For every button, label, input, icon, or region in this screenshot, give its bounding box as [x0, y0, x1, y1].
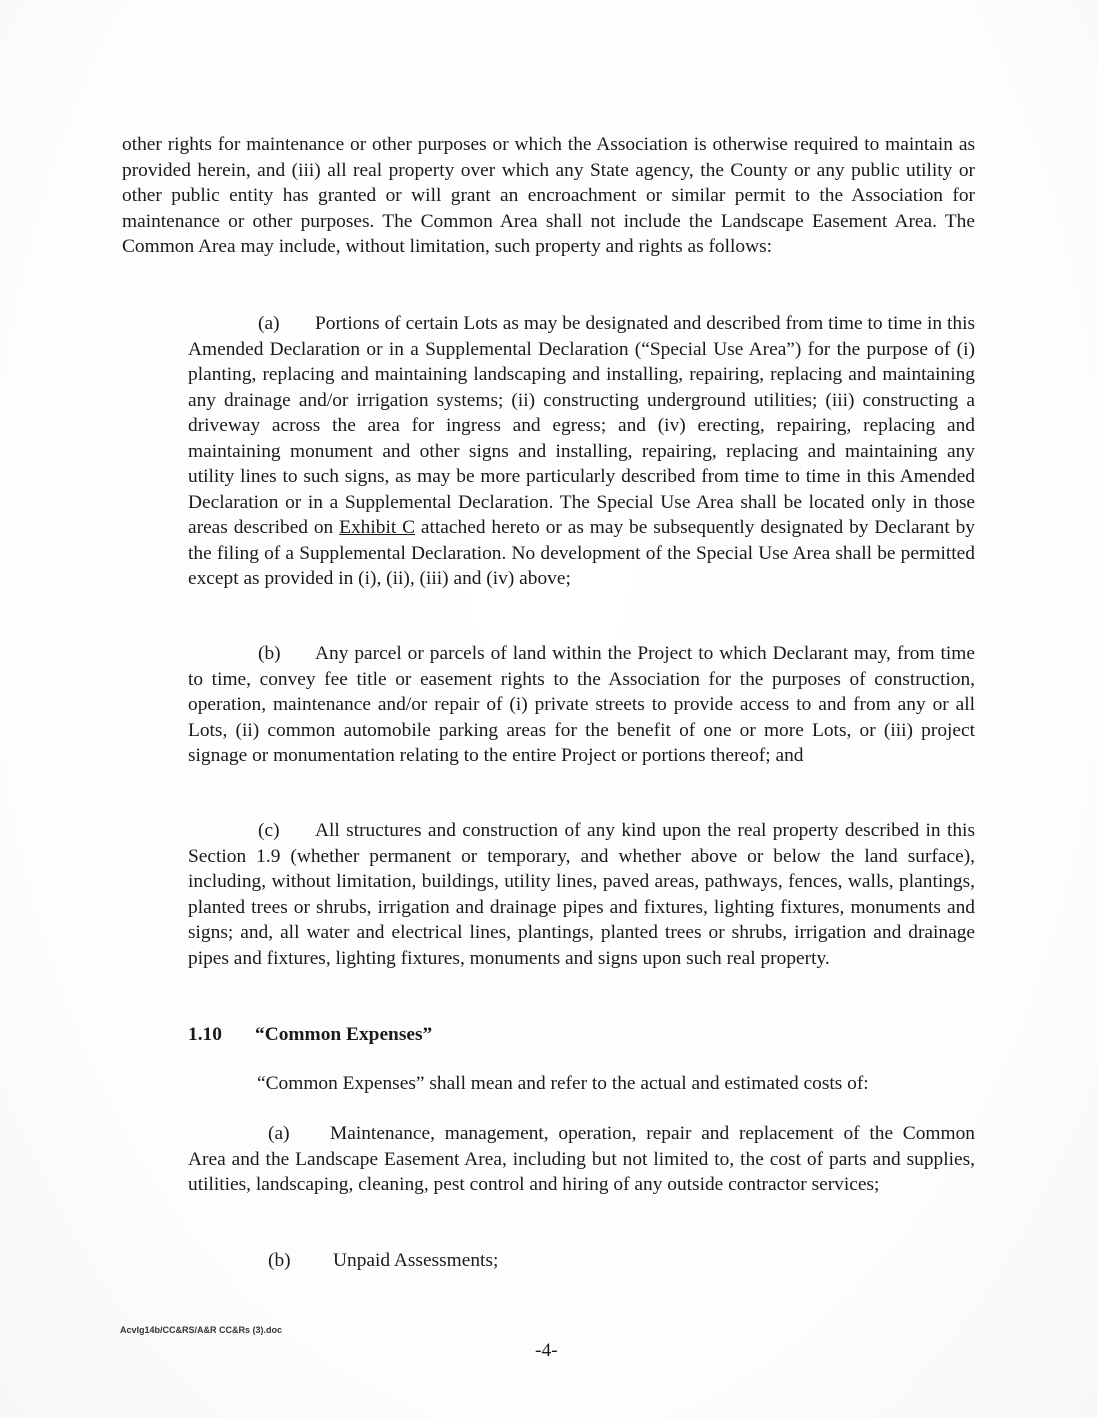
expense-text-a: Maintenance, management, operation, repair and replacement of the Common Area and the Landscape Easement Area, including but not limited to, the cost of parts and supplies, utilities, landscaping, cleaning, pest control and hiring of any outside contractor services;	[188, 1123, 975, 1195]
expense-item-b	[268, 1248, 498, 1273]
section-heading	[188, 1022, 432, 1047]
item-text-a-continued: attached hereto or as may be subsequently designated by Declarant by the filing of a Supplemental Declaration. No development of the Special Use Area shall be permitted except as provided in (i), (ii), (iii) and (iv) above;	[188, 517, 975, 589]
item-label-a: (a)	[258, 313, 280, 334]
expense-item-a	[188, 1121, 975, 1198]
intro-paragraph: other rights for maintenance or other purposes or which the Association is otherwise required to maintain as provided herein, and (iii) all real property over which any State agency, the County or any public utility or other public entity has granted or will grant an encroachment or similar permit to the Association for maintenance or other purposes. The Common Area shall not include the Landscape Easement Area. The Common Area may include, without limitation, such property and rights as follows:	[122, 134, 975, 257]
list-item-a	[188, 311, 975, 592]
section-title: “Common Expenses”	[255, 1024, 433, 1045]
item-text-a: Portions of certain Lots as may be designated and described from time to time in this Amended Declaration or in a Supplemental Declaration (“Special Use Area”) for the purpose of (i) planting, replacing and maintaining landscaping and installing, repairing, replacing and maintaining any drainage and/or irrigation systems; (ii) constructing underground utilities; (iii) constructing a driveway across the area for ingress and egress; and (iv) erecting, repairing, replacing and maintaining monument and other signs and installing, repairing, replacing and maintaining any utility lines to such signs, as may be more particularly described from time to time in this Amended Declaration or in a Supplemental Declaration. The Special Use Area shall be located only in those areas described on	[188, 313, 975, 538]
expense-label-b: (b)	[268, 1250, 291, 1271]
expense-text-b: Unpaid Assessments;	[333, 1250, 499, 1271]
section-number: 1.10	[188, 1024, 222, 1045]
footer-file-path: Acvlg14b/CC&RS/A&R CC&Rs (3).doc	[120, 1325, 283, 1335]
page-number: -4-	[535, 1340, 558, 1361]
item-label-b: (b)	[258, 643, 281, 664]
exhibit-c-reference: Exhibit C	[339, 517, 416, 538]
item-text-c: All structures and construction of any kind upon the real property described in this Section 1.9 (whether permanent or temporary, and whether above or below the land surface), including, without limitation, buildings, utility lines, paved areas, pathways, fences, walls, plantings, planted trees or shrubs, irrigation and drainage pipes and fixtures, lighting fixtures, monuments and signs; and, all water and electrical lines, plantings, planted trees or shrubs, irrigation and drainage pipes and fixtures, lighting fixtures, monuments and signs upon such real property.	[188, 820, 975, 969]
section-definition: “Common Expenses” shall mean and refer to the actual and estimated costs of:	[257, 1073, 869, 1094]
item-label-c: (c)	[258, 820, 280, 841]
expense-label-a: (a)	[268, 1123, 290, 1144]
list-item-c	[188, 818, 975, 971]
list-item-b	[188, 641, 975, 769]
item-text-b: Any parcel or parcels of land within the Project to which Declarant may, from time to time, convey fee title or easement rights to the Association for the purposes of construction, operation, maintenance and/or repair of (i) private streets to provide access to and from any or all Lots, (ii) common automobile parking areas for the benefit of one or more Lots, or (iii) project signage or monumentation relating to the entire Project or portions thereof; and	[188, 643, 975, 766]
